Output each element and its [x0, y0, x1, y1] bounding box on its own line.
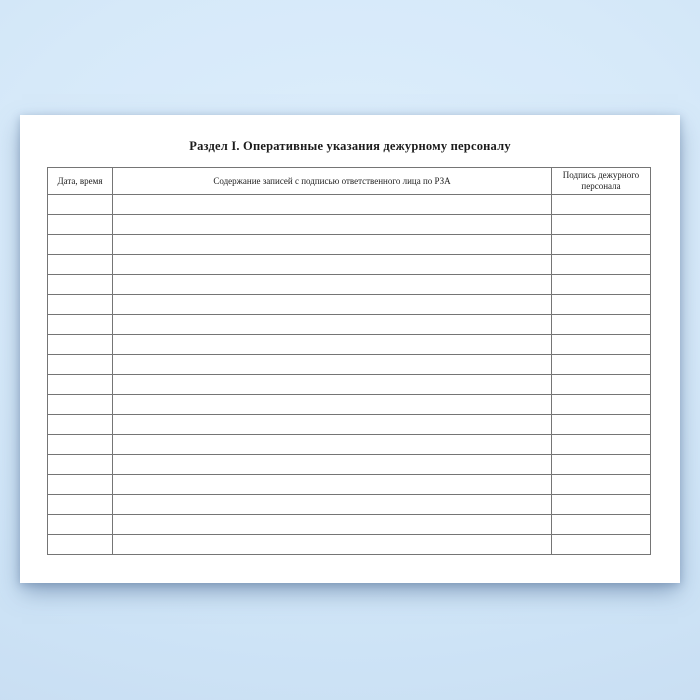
- table-cell: [552, 255, 651, 275]
- table-cell: [552, 515, 651, 535]
- table-cell: [48, 335, 113, 355]
- table-header: [48, 168, 651, 195]
- table-cell: [48, 315, 113, 335]
- table-cell: [48, 235, 113, 255]
- table-cell: [552, 375, 651, 395]
- table-cell: [552, 235, 651, 255]
- table-cell: [113, 355, 552, 375]
- column-header-content: Содержание записей с подписью ответственного лица по РЗА: [113, 168, 552, 195]
- table-row: [48, 215, 651, 235]
- table-row: [48, 235, 651, 255]
- table-row: [48, 415, 651, 435]
- table-cell: [48, 215, 113, 235]
- table-cell: [113, 435, 552, 455]
- table-cell: [48, 515, 113, 535]
- table-cell: [113, 335, 552, 355]
- table-cell: [552, 195, 651, 215]
- table-cell: [113, 415, 552, 435]
- table-cell: [113, 255, 552, 275]
- table-body: [48, 195, 651, 555]
- table-row: [48, 535, 651, 555]
- table-cell: [113, 275, 552, 295]
- table-row: [48, 195, 651, 215]
- table-cell: [48, 195, 113, 215]
- table-row: [48, 255, 651, 275]
- table-cell: [113, 215, 552, 235]
- table-cell: [552, 455, 651, 475]
- table-cell: [48, 495, 113, 515]
- table-cell: [552, 395, 651, 415]
- table-cell: [113, 535, 552, 555]
- table-cell: [48, 355, 113, 375]
- table-cell: [552, 415, 651, 435]
- table-row: [48, 335, 651, 355]
- table-cell: [552, 355, 651, 375]
- table-row: [48, 275, 651, 295]
- table-cell: [48, 255, 113, 275]
- table-cell: [113, 235, 552, 255]
- table-header-row: [48, 168, 651, 195]
- table-cell: [113, 515, 552, 535]
- table-cell: [552, 495, 651, 515]
- table-row: [48, 475, 651, 495]
- table-cell: [552, 275, 651, 295]
- column-header-datetime: Дата, время: [48, 168, 113, 195]
- table-row: [48, 435, 651, 455]
- table-cell: [48, 475, 113, 495]
- table-cell: [552, 315, 651, 335]
- table-cell: [113, 495, 552, 515]
- table-cell: [552, 295, 651, 315]
- table-cell: [48, 455, 113, 475]
- table-cell: [48, 415, 113, 435]
- table-cell: [552, 215, 651, 235]
- column-header-signature: Подпись дежурного персонала: [552, 168, 651, 195]
- table-row: [48, 355, 651, 375]
- table-cell: [113, 295, 552, 315]
- document-page: [20, 115, 680, 583]
- table-cell: [48, 275, 113, 295]
- table-row: [48, 315, 651, 335]
- table-cell: [113, 315, 552, 335]
- table-cell: [552, 535, 651, 555]
- table-cell: [113, 395, 552, 415]
- table-cell: [48, 375, 113, 395]
- table-cell: [48, 295, 113, 315]
- table-cell: [113, 195, 552, 215]
- table-cell: [113, 375, 552, 395]
- table-cell: [48, 435, 113, 455]
- table-cell: [552, 335, 651, 355]
- table-row: [48, 515, 651, 535]
- table-cell: [48, 535, 113, 555]
- table-cell: [113, 475, 552, 495]
- table-row: [48, 495, 651, 515]
- table-cell: [113, 455, 552, 475]
- instructions-table: [47, 167, 651, 555]
- table-row: [48, 295, 651, 315]
- table-row: [48, 455, 651, 475]
- table-cell: [552, 475, 651, 495]
- table-row: [48, 375, 651, 395]
- table-cell: [48, 395, 113, 415]
- table-row: [48, 395, 651, 415]
- section-title: Раздел I. Оперативные указания дежурному персоналу: [189, 139, 511, 153]
- table-cell: [552, 435, 651, 455]
